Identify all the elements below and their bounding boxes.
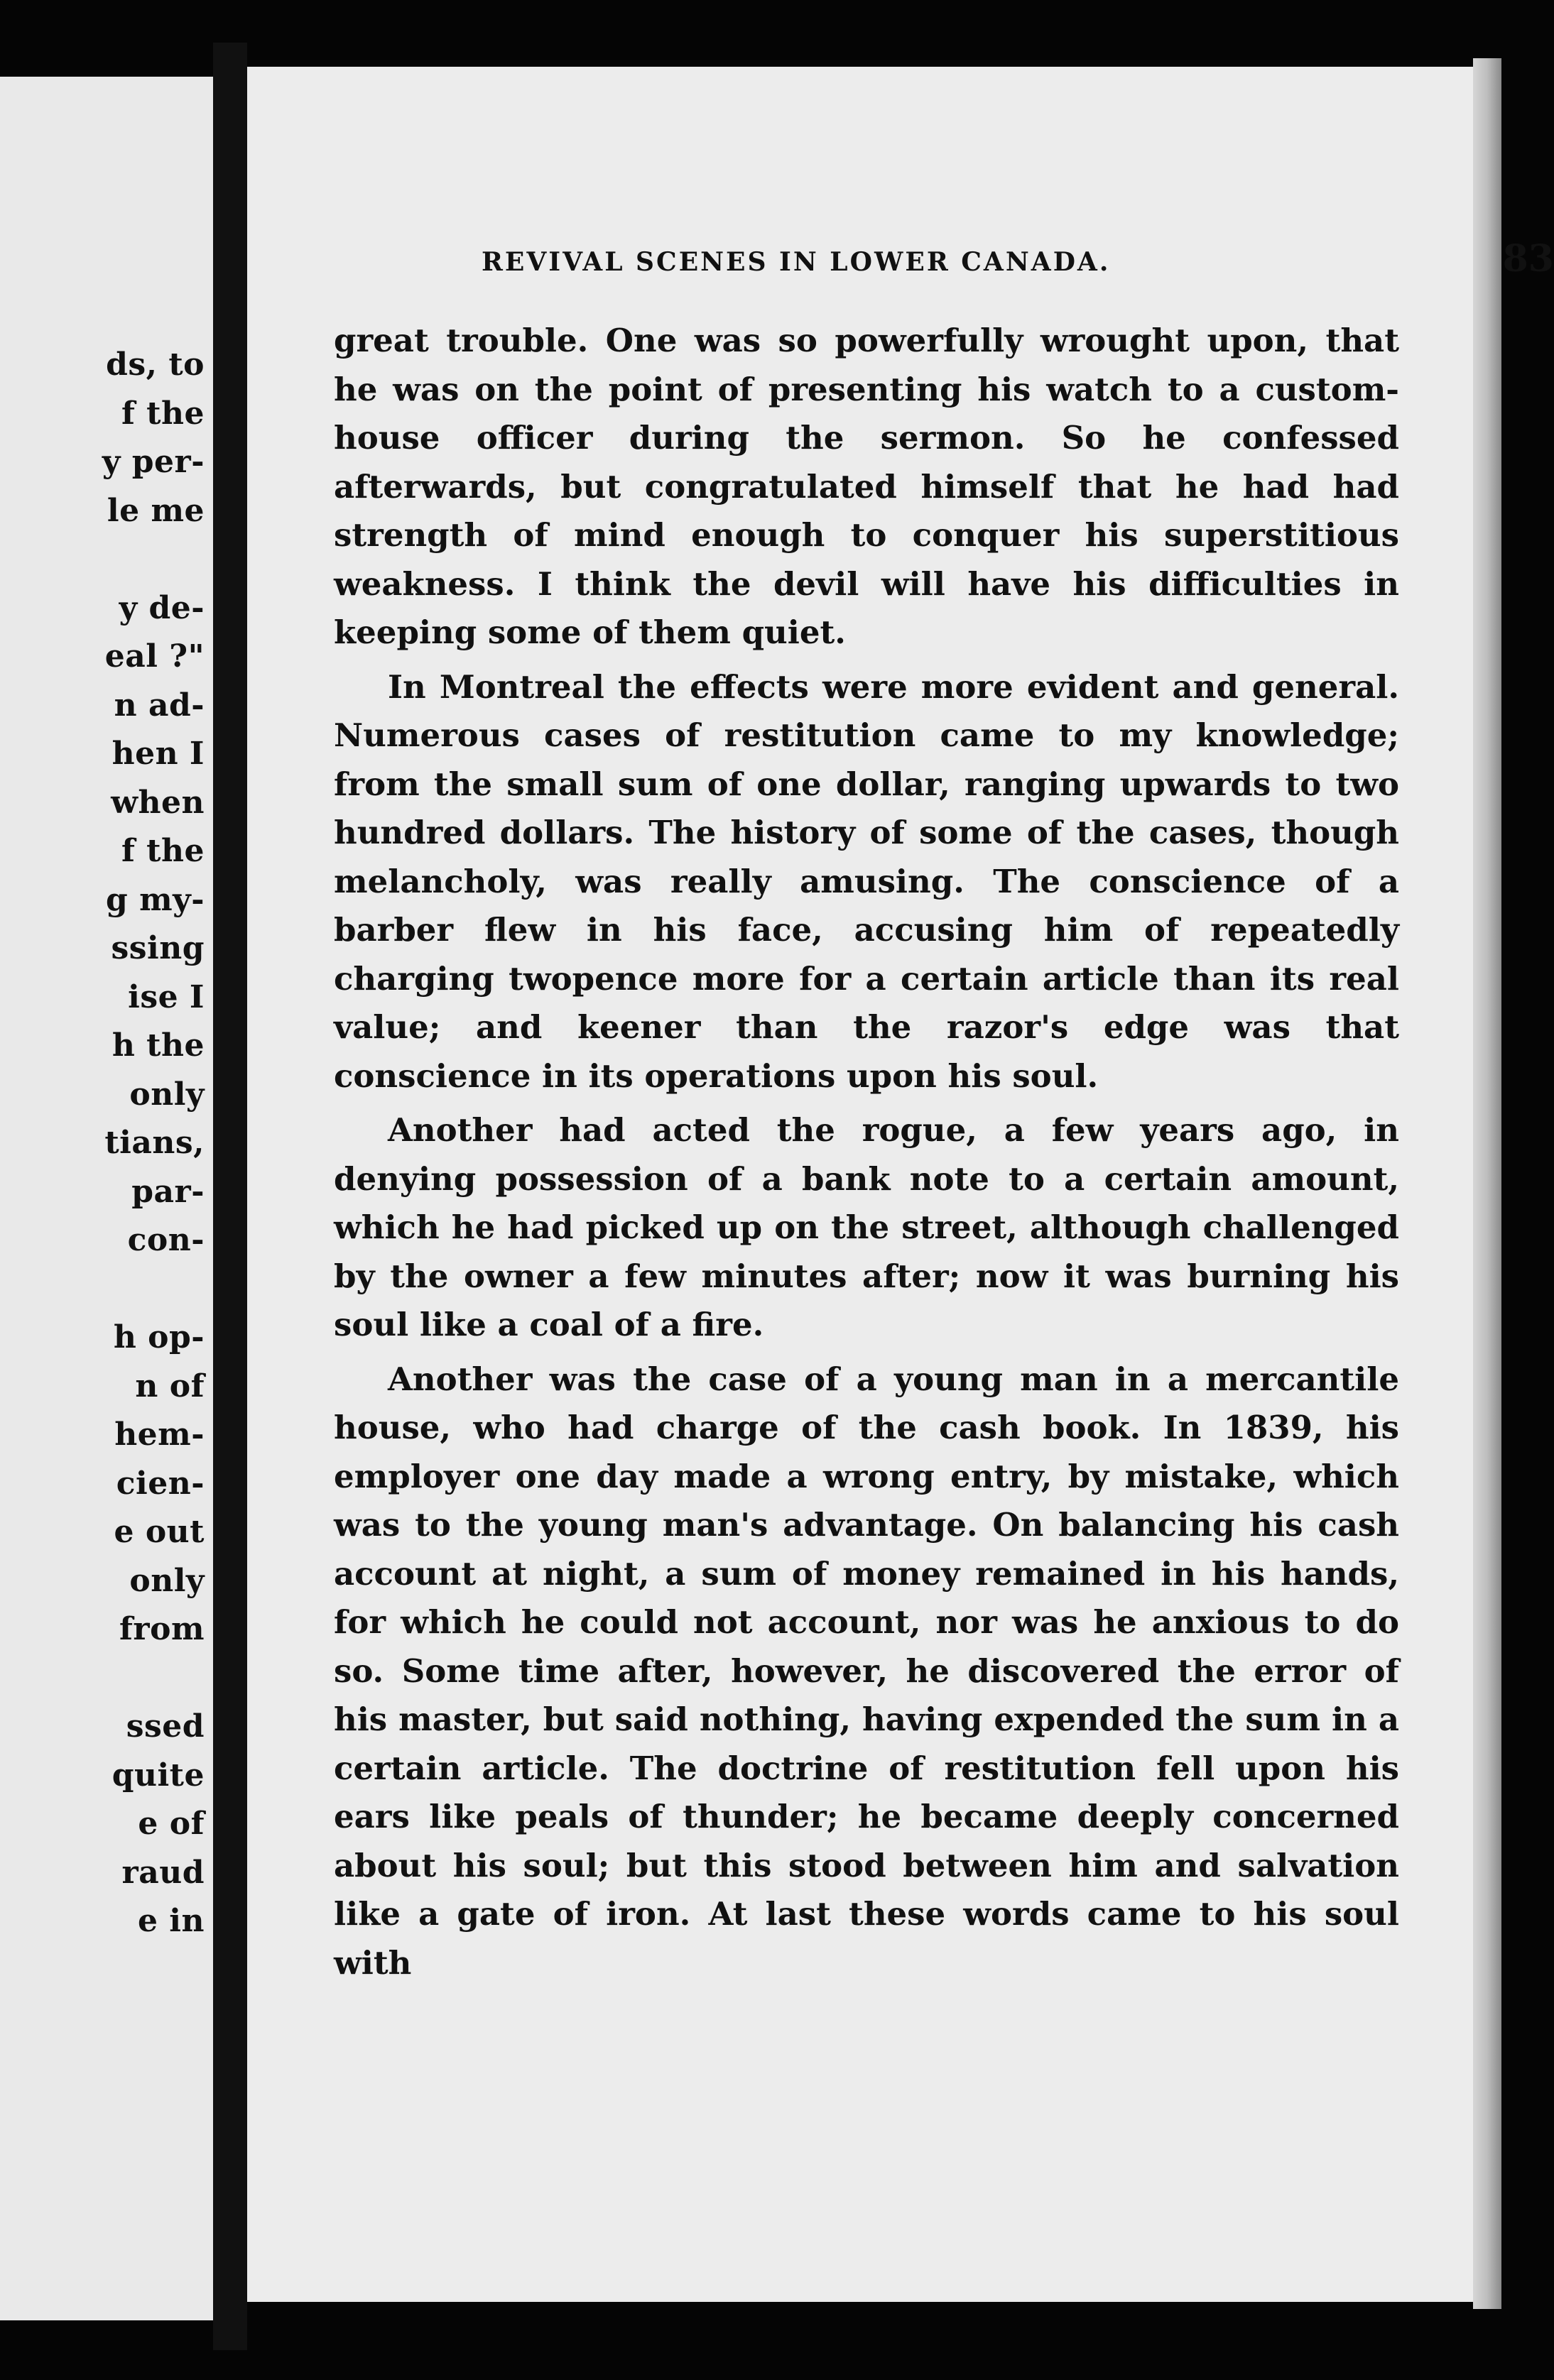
left-page-line: g my- [106, 881, 205, 918]
page-header [482, 237, 1554, 294]
left-page-fragment [0, 77, 213, 2320]
page-edge [1473, 58, 1501, 2309]
paragraph: Another was the case of a young man in a mercantile house, who had charge of the cash book. In 1839, his employer one day made a wrong entry, by mistake, which was to the young man's advantage. On balancing his cash account at night, a sum of money remained in his hands, for which he could not account, nor was he anxious to do so. Some time after, however, he discovered the error of his master, but said nothing, having expended the sum in a certain article. The doctrine of restitution fell upon his ears like peals of thunder; he became deeply concerned about his soul; but this stood between him and salvation like a gate of iron. At last these words came to his soul with [334, 1360, 1399, 1982]
paragraph: In Montreal the effects were more evident and general. Numerous cases of restitution came to my knowledge; from the small sum of one dollar, ranging upwards to two hundred dollars. The history of some of the cases, though melancholy, was really amusing. The conscience of a barber flew in his face, accusing him of repeatedly charging twopence more for a certain article than its real value; and keener than the razor's edge was that conscience in its operations upon his soul. [334, 667, 1399, 1095]
left-page-line: from [119, 1611, 205, 1647]
left-page-line: f the [121, 833, 205, 869]
paragraph: Another had acted the rogue, a few years ago, in denying possession of a bank note to a certain amount, which he had picked up on the street, although challenged by the owner a few minutes after; now it was burning his soul like a coal of a fire. [334, 1111, 1399, 1343]
left-page-line: e of [138, 1806, 205, 1842]
left-page-line: y per- [102, 444, 205, 480]
left-page-line: hem- [114, 1416, 205, 1453]
page-gutter [213, 43, 247, 2350]
left-page-line: only [129, 1562, 205, 1599]
left-page-line: raud [121, 1854, 205, 1891]
left-page-line: only [129, 1076, 205, 1113]
left-page-line: n of [135, 1368, 205, 1404]
left-page-line: e in [137, 1903, 205, 1939]
right-page [247, 67, 1554, 2302]
body-text [334, 317, 1399, 1993]
left-page-line: hen I [112, 736, 205, 772]
left-page-line: n ad- [114, 687, 205, 724]
left-page-line: ds, to [106, 346, 205, 383]
left-page-line: e out [114, 1514, 205, 1550]
left-page-line: con- [127, 1222, 205, 1258]
left-page-line: ise I [128, 978, 205, 1015]
left-page-line: h the [112, 1027, 205, 1064]
left-page-line: f the [121, 395, 205, 432]
left-page-line: cien- [116, 1465, 205, 1502]
left-page-line: y de- [119, 589, 205, 626]
page-number: 83 [1502, 237, 1554, 280]
left-page-line: tians, [104, 1125, 205, 1161]
paragraph: great trouble. One was so powerfully wrought upon, that he was on the point of presenting his watch to a custom-house officer during the sermon. So he confessed afterwards, but congratulated himself that he had had strength of mind enough to conquer his superstitious weakness. I think the devil will have his difficulties in keeping some of them quiet. [334, 322, 1399, 651]
left-page-line: quite [112, 1757, 205, 1794]
left-page-line: eal ?" [104, 638, 205, 675]
left-page-line: h op- [113, 1319, 205, 1355]
left-page-line: par- [131, 1173, 205, 1210]
left-page-line: le me [107, 492, 205, 529]
left-page-line: ssing [111, 930, 205, 966]
running-head: REVIVAL SCENES IN LOWER CANADA. [482, 247, 1111, 277]
left-page-line: when [111, 784, 205, 821]
left-page-line: ssed [126, 1708, 205, 1745]
